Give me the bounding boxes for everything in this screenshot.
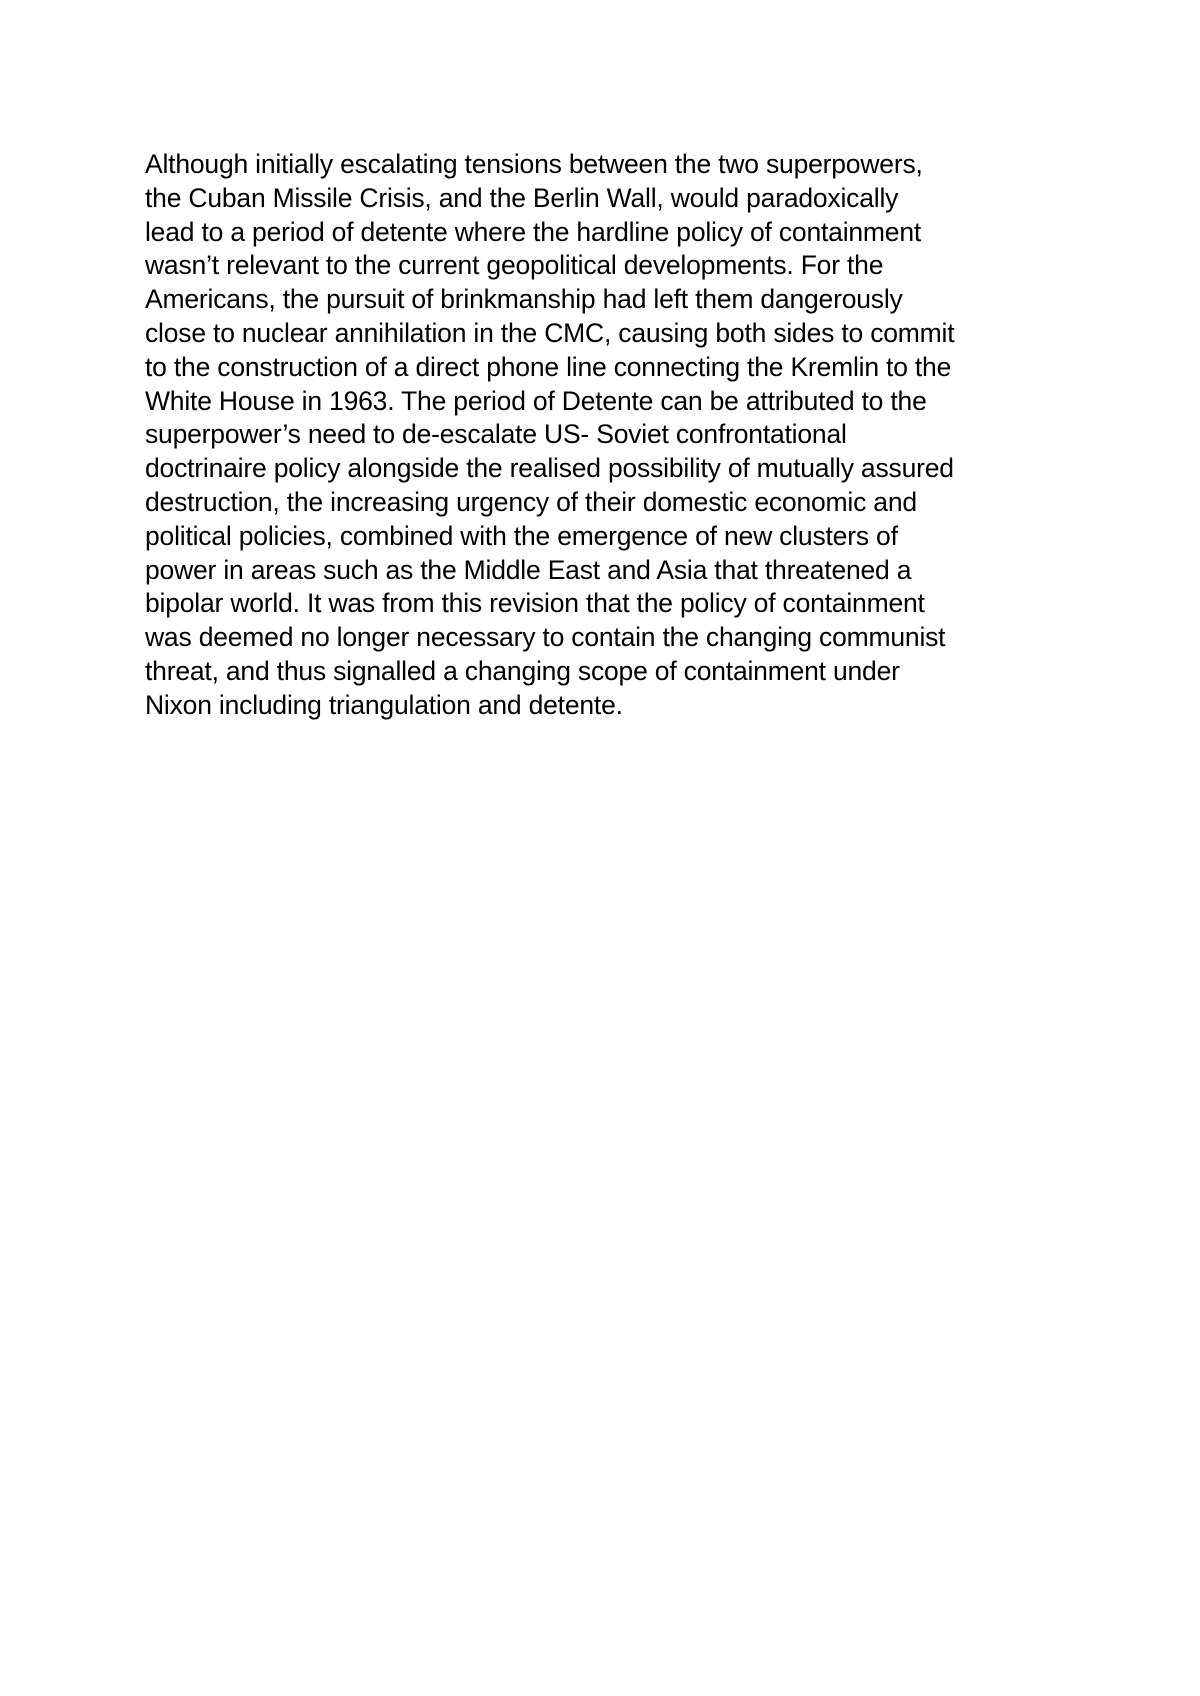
text-line: wasn’t relevant to the current geopolitical developments. For the: [145, 250, 884, 281]
text-line: doctrinaire policy alongside the realised possibility of mutually assured: [145, 453, 954, 484]
text-line: close to nuclear annihilation in the CMC, causing both sides to commit: [145, 317, 955, 348]
text-line: White House in 1963. The period of Detente can be attributed to the: [145, 385, 927, 416]
text-line: political policies, combined with the emergence of new clusters of: [145, 520, 898, 551]
text-line: was deemed no longer necessary to contain the changing communist: [145, 622, 946, 653]
text-line: threat, and thus signalled a changing scope of containment under: [145, 655, 900, 686]
text-line: bipolar world. It was from this revision that the policy of containment: [145, 588, 925, 619]
text-line: the Cuban Missile Crisis, and the Berlin Wall, would paradoxically: [145, 182, 899, 213]
text-line: power in areas such as the Middle East and Asia that threatened a: [145, 554, 912, 585]
text-line: destruction, the increasing urgency of their domestic economic and: [145, 486, 917, 517]
essay-paragraph: [145, 148, 1075, 723]
text-line: Nixon including triangulation and detente.: [145, 689, 623, 720]
text-line: Americans, the pursuit of brinkmanship had left them dangerously: [145, 284, 903, 315]
text-line: lead to a period of detente where the hardline policy of containment: [145, 216, 922, 247]
text-line: to the construction of a direct phone line connecting the Kremlin to the: [145, 351, 952, 382]
text-line: Although initially escalating tensions between the two superpowers,: [145, 149, 923, 179]
text-line: superpower’s need to de-escalate US- Soviet confrontational: [145, 419, 847, 450]
